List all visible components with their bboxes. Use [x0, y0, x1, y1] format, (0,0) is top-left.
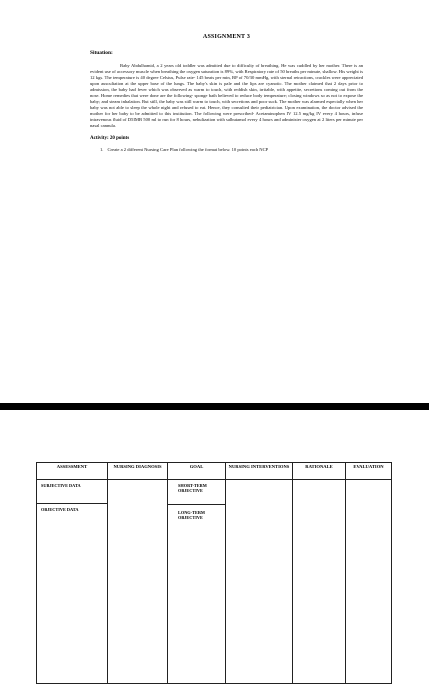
ncp-header-row — [37, 463, 392, 480]
nursing-interventions-cell[interactable] — [226, 480, 293, 684]
short-term-objective-label: SHORT-TERM OBJECTIVE — [178, 483, 207, 493]
goal-cell[interactable] — [168, 480, 226, 684]
evaluation-cell[interactable] — [346, 480, 392, 684]
activity-item-text: Create a 2 different Nursing Care Plan following the format below. 10 points each NCP — [107, 146, 269, 152]
rationale-cell[interactable] — [293, 480, 346, 684]
ncp-body-row — [37, 480, 392, 684]
header-assessment: ASSESSMENT — [37, 463, 108, 480]
objective-data-label: OBJECTIVE DATA — [41, 507, 79, 512]
subjective-data-label: SUBJECTIVE DATA — [41, 483, 81, 488]
assignment-title: ASSIGNMENT 3 — [202, 34, 251, 40]
situation-paragraph: Baby Abdulhamid, a 2 years old toddler was admitted due to difficulty of breathing. He was cuddled by her mother. There is an evident use of accessory muscle when breathing the oxygen saturation is 89%, with Respiratory rate of 50 breaths per minute, shallow. His weight is 12 kgs. The temperature is 40 degree Celsius, Pulse rate- 145 beats per min, BP of 70/30 mmHg, with sternal retractions, crackles were appreciated upon auscultation at the upper base of the lungs. The baby's skin is pale and the lips are cyanotic. The mother claimed that 2 days prior to admission, the baby had fever which was observed as warm to touch, with reddish skin, irritable, with appetite, secretions coming out from the nose. Home remedies that were done are the following- sponge bath believed to reduce body temperature; closing windows so as not to expose the baby; and steam inhalation. But still, the baby was still warm to touch, with secretions and poor suck. The mother was alarmed especially when her baby was not able to sleep the whole night and refused to eat. Hence, they consulted their pediatrician. Upon examination, the doctor advised the mother for her baby to be admitted to this institution. The following were prescribed- Acetaminophen IV 12.5 mg/kg IV every 4 hours, infuse intravenous fluid of D5IMB 500 ml to run for 8 hours, nebulization with salbutamol every 4 hours and administer oxygen at 2 liters per minute per nasal cannula. — [90, 63, 363, 129]
header-nursing-interventions: NURSING INTERVENTIONS — [226, 463, 293, 480]
activity-item — [100, 147, 363, 152]
activity-label: Activity: 20 points — [90, 135, 130, 141]
assessment-cell[interactable] — [37, 480, 108, 684]
header-nursing-diagnosis: NURSING DIAGNOSIS — [108, 463, 168, 480]
situation-label: Situation: — [90, 50, 113, 56]
activity-item-number: 1. — [100, 146, 104, 152]
nursing-diagnosis-cell[interactable] — [108, 480, 168, 684]
ncp-table — [36, 462, 392, 684]
header-rationale: RATIONALE — [293, 463, 346, 480]
header-evaluation: EVALUATION — [346, 463, 392, 480]
long-term-objective-label: LONG-TERM OBJECTIVE — [178, 510, 205, 520]
ncp-template-page — [0, 410, 429, 700]
header-goal: GOAL — [168, 463, 226, 480]
